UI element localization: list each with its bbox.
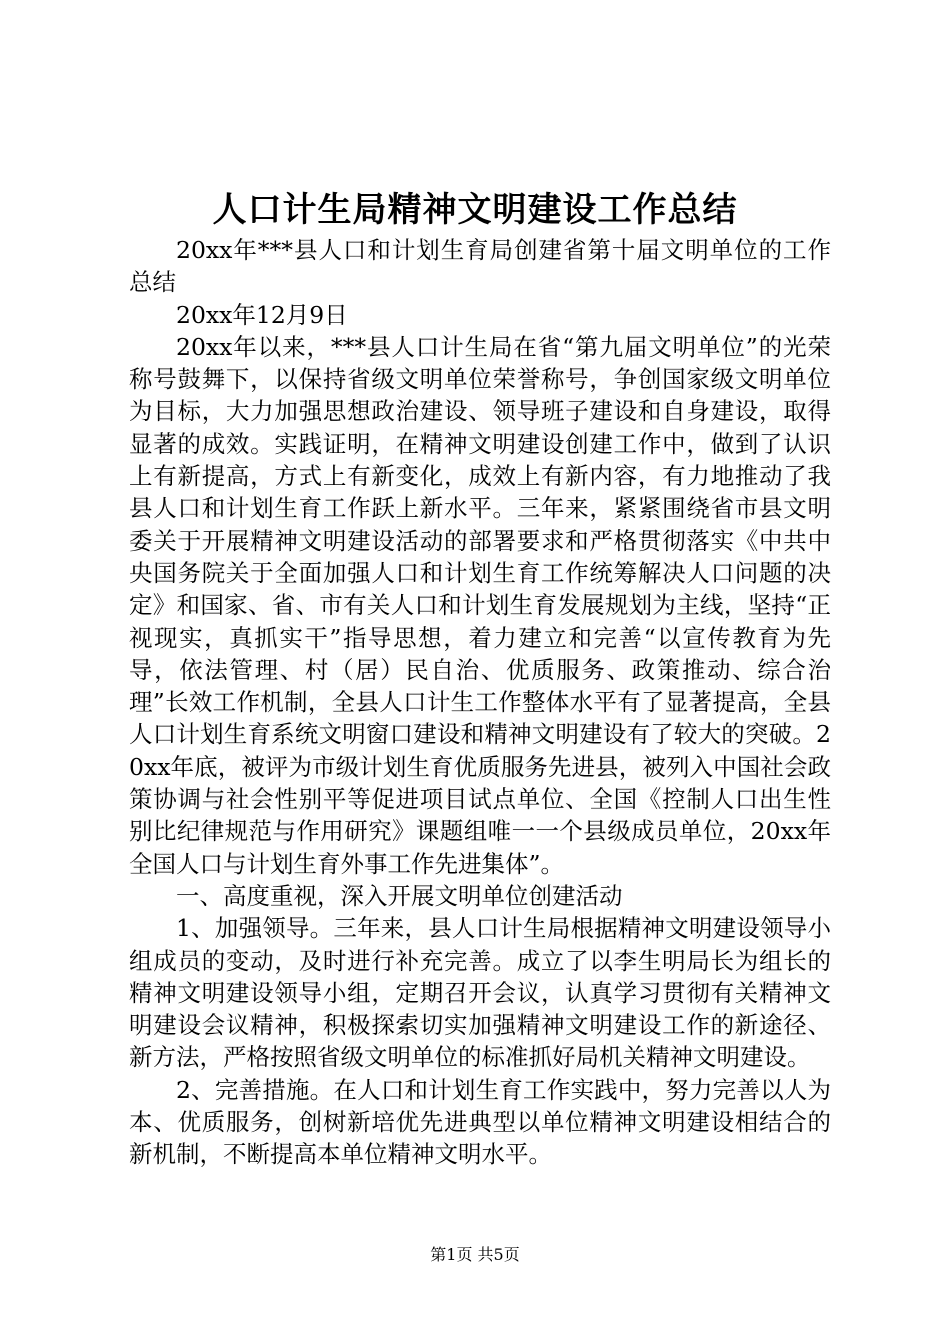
document-title: 人口计生局精神文明建设工作总结 <box>212 190 738 230</box>
paragraph-date: 20xx年12月9日 <box>176 300 348 329</box>
document-body <box>129 234 831 1171</box>
paragraph-item-2: 2、完善措施。在人口和计划生育工作实践中，努力完善以人为本、优质服务，创树新培优先进典型以单位精神文明建设相结合的新机制，不断提高本单位精神文明水平。 <box>129 1075 831 1169</box>
paragraph-item-1: 1、加强领导。三年来，县人口计生局根据精神文明建设领导小组成员的变动，及时进行补充完善。成立了以李生明局长为组长的精神文明建设领导小组，定期召开会议，认真学习贯彻有关精神文明建设会议精神，积极探索切实加强精神文明建设工作的新途径、新方法，严格按照省级文明单位的标准抓好局机关精神文明建设。 <box>129 914 831 1072</box>
paragraph-heading-line: 20xx年***县人口和计划生育局创建省第十届文明单位的工作总结 <box>129 236 831 297</box>
page-number-footer: 第1页 共5页 <box>430 1245 520 1264</box>
section-heading-1: 一、高度重视，深入开展文明单位创建活动 <box>176 881 623 910</box>
paragraph-overview: 20xx年以来，***县人口计生局在省“第九届文明单位”的光荣称号鼓舞下，以保持省级文明单位荣誉称号，争创国家级文明单位为目标，大力加强思想政治建设、领导班子建设和自身建设，取得显著的成效。实践证明，在精神文明建设创建工作中，做到了认识上有新提高，方式上有新变化，成效上有新内容，有力地推动了我县人口和计划生育工作跃上新水平。三年来，紧紧围绕省市县文明委关于开展精神文明建设活动的部署要求和严格贯彻落实《中共中央国务院关于全面加强人口和计划生育工作统筹解决人口问题的决定》和国家、省、市有关人口和计划生育发展规划为主线，坚持“正视现实，真抓实干”指导思想，着力建立和完善“以宣传教育为先导，依法管理、村（居）民自治、优质服务、政策推动、综合治理”长效工作机制，全县人口计生工作整体水平有了显著提高，全县人口计划生育系统文明窗口建设和精神文明建设有了较大的突破。20xx年底，被评为市级计划生育优质服务先进县，被列入中国社会政策协调与社会性别平等促进项目试点单位、全国《控制人口出生性别比纪律规范与作用研究》课题组唯一一个县级成员单位，20xx年全国人口与计划生育外事工作先进集体”。 <box>129 332 831 878</box>
